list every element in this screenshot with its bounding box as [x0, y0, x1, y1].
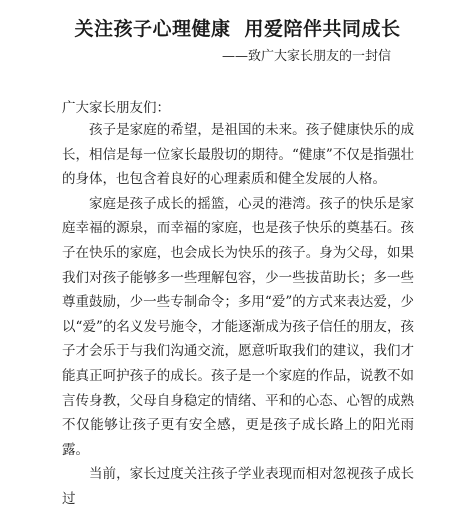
title-part-2: 用爱陪伴共同成长 — [244, 18, 401, 40]
paragraph-3: 当前，家长过度关注孩子学业表现而相对忽视孩子成长过 — [62, 466, 414, 507]
paragraph-1: 孩子是家庭的希望，是祖国的未来。孩子健康快乐的成长，相信是每一位家长最殷切的期待。“健康”不仅是指强壮的身体，也包含着良好的心理素质和健全发展的人格。 — [62, 122, 414, 188]
letter-title — [0, 14, 475, 41]
title-part-1: 关注孩子心理健康 — [74, 18, 231, 40]
salutation: 广大家长朋友们： — [62, 100, 170, 116]
letter-subtitle: ——致广大家长朋友的一封信 — [221, 49, 391, 64]
paragraph-2: 家庭是孩子成长的摇篮，心灵的港湾。孩子的快乐是家庭幸福的源泉，而幸福的家庭，也是孩子快乐的奠基石。孩子在快乐的家庭，也会成长为快乐的孩子。身为父母，如果我们对孩子能够多一些理解包容，少一些拔苗助长；多一些尊重鼓励，少一些专制命令；多用“爱”的方式来表达爱，少以“爱”的名义发号施令，才能逐渐成为孩子信任的朋友，孩子才会乐于与我们沟通交流，愿意听取我们的建议，我们才能真正呵护孩子的成长。孩子是一个家庭的作品，说教不如言传身教，父母自身稳定的情绪、平和的心态、心智的成熟不仅能够让孩子更有安全感，更是孩子成长路上的阳光雨露。 — [62, 195, 414, 458]
letter-body — [62, 118, 414, 512]
